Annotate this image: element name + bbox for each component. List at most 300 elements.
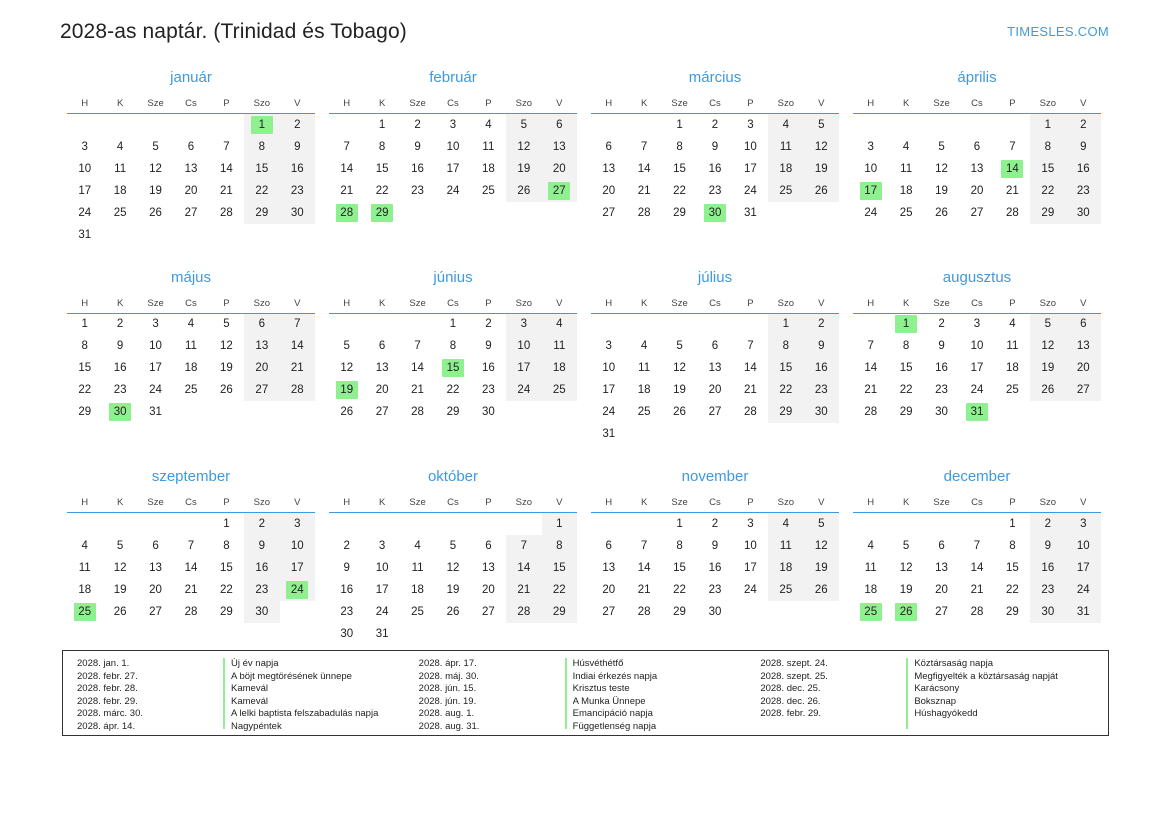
day-cell[interactable] (364, 623, 399, 645)
day-cell[interactable] (733, 136, 768, 158)
day-cell[interactable] (924, 335, 959, 357)
day-cell[interactable] (1030, 601, 1065, 623)
day-cell[interactable] (506, 557, 541, 579)
day-cell[interactable] (542, 513, 577, 535)
day-cell-holiday[interactable] (853, 601, 888, 623)
day-cell[interactable] (542, 557, 577, 579)
day-cell[interactable] (542, 136, 577, 158)
day-cell[interactable] (853, 557, 888, 579)
day-cell[interactable] (591, 535, 626, 557)
day-cell[interactable] (804, 114, 839, 136)
day-cell[interactable] (400, 180, 435, 202)
day-cell[interactable] (959, 313, 994, 335)
day-cell[interactable] (209, 158, 244, 180)
day-cell[interactable] (435, 401, 470, 423)
day-cell[interactable] (138, 535, 173, 557)
day-cell[interactable] (888, 357, 923, 379)
day-cell[interactable] (1030, 513, 1065, 535)
day-cell[interactable] (1066, 158, 1101, 180)
day-cell[interactable] (853, 401, 888, 423)
day-cell[interactable] (280, 136, 315, 158)
day-cell-holiday[interactable] (435, 357, 470, 379)
day-cell[interactable] (888, 335, 923, 357)
day-cell[interactable] (662, 335, 697, 357)
day-cell[interactable] (173, 557, 208, 579)
day-cell[interactable] (888, 158, 923, 180)
day-cell[interactable] (924, 535, 959, 557)
day-cell[interactable] (924, 357, 959, 379)
day-cell-holiday[interactable] (853, 180, 888, 202)
day-cell[interactable] (400, 357, 435, 379)
day-cell[interactable] (435, 535, 470, 557)
day-cell[interactable] (67, 401, 102, 423)
day-cell[interactable] (506, 379, 541, 401)
day-cell[interactable] (995, 601, 1030, 623)
day-cell-holiday[interactable] (542, 180, 577, 202)
day-cell[interactable] (1066, 114, 1101, 136)
day-cell[interactable] (959, 557, 994, 579)
day-cell[interactable] (995, 579, 1030, 601)
day-cell[interactable] (959, 202, 994, 224)
day-cell[interactable] (697, 535, 732, 557)
day-cell[interactable] (853, 136, 888, 158)
day-cell[interactable] (364, 335, 399, 357)
day-cell[interactable] (733, 513, 768, 535)
day-cell[interactable] (591, 335, 626, 357)
day-cell[interactable] (591, 180, 626, 202)
day-cell[interactable] (591, 357, 626, 379)
day-cell[interactable] (626, 335, 661, 357)
day-cell[interactable] (400, 401, 435, 423)
day-cell[interactable] (102, 379, 137, 401)
day-cell[interactable] (1030, 158, 1065, 180)
day-cell[interactable] (506, 136, 541, 158)
day-cell[interactable] (67, 335, 102, 357)
day-cell[interactable] (662, 579, 697, 601)
day-cell[interactable] (733, 579, 768, 601)
day-cell[interactable] (888, 379, 923, 401)
day-cell[interactable] (804, 401, 839, 423)
day-cell[interactable] (626, 357, 661, 379)
day-cell[interactable] (244, 136, 279, 158)
day-cell[interactable] (435, 158, 470, 180)
day-cell[interactable] (888, 401, 923, 423)
day-cell[interactable] (959, 136, 994, 158)
day-cell-holiday[interactable] (697, 202, 732, 224)
day-cell[interactable] (733, 535, 768, 557)
day-cell[interactable] (697, 557, 732, 579)
day-cell[interactable] (209, 601, 244, 623)
day-cell[interactable] (662, 202, 697, 224)
day-cell[interactable] (244, 557, 279, 579)
day-cell[interactable] (209, 202, 244, 224)
day-cell[interactable] (853, 158, 888, 180)
day-cell[interactable] (626, 136, 661, 158)
day-cell-holiday[interactable] (995, 158, 1030, 180)
day-cell[interactable] (138, 158, 173, 180)
day-cell[interactable] (591, 202, 626, 224)
day-cell[interactable] (733, 401, 768, 423)
day-cell[interactable] (768, 335, 803, 357)
day-cell[interactable] (959, 335, 994, 357)
day-cell[interactable] (329, 579, 364, 601)
day-cell[interactable] (329, 335, 364, 357)
day-cell[interactable] (506, 114, 541, 136)
day-cell[interactable] (888, 202, 923, 224)
day-cell[interactable] (364, 557, 399, 579)
day-cell[interactable] (768, 401, 803, 423)
day-cell[interactable] (924, 557, 959, 579)
day-cell[interactable] (1066, 601, 1101, 623)
day-cell[interactable] (102, 202, 137, 224)
day-cell[interactable] (244, 579, 279, 601)
day-cell[interactable] (435, 180, 470, 202)
site-brand[interactable]: TIMESLES.COM (1007, 24, 1109, 39)
day-cell[interactable] (209, 357, 244, 379)
day-cell[interactable] (471, 313, 506, 335)
day-cell[interactable] (1066, 180, 1101, 202)
day-cell[interactable] (173, 313, 208, 335)
day-cell[interactable] (329, 401, 364, 423)
day-cell[interactable] (435, 379, 470, 401)
day-cell[interactable] (506, 335, 541, 357)
day-cell[interactable] (209, 313, 244, 335)
day-cell[interactable] (329, 357, 364, 379)
day-cell[interactable] (662, 401, 697, 423)
day-cell[interactable] (662, 601, 697, 623)
day-cell[interactable] (244, 335, 279, 357)
day-cell[interactable] (209, 579, 244, 601)
day-cell[interactable] (400, 557, 435, 579)
day-cell[interactable] (471, 335, 506, 357)
day-cell[interactable] (1030, 313, 1065, 335)
day-cell[interactable] (138, 335, 173, 357)
day-cell[interactable] (888, 535, 923, 557)
day-cell[interactable] (1066, 202, 1101, 224)
day-cell[interactable] (244, 513, 279, 535)
day-cell[interactable] (768, 136, 803, 158)
day-cell[interactable] (506, 313, 541, 335)
day-cell[interactable] (1030, 579, 1065, 601)
day-cell[interactable] (804, 335, 839, 357)
day-cell[interactable] (364, 401, 399, 423)
day-cell[interactable] (471, 114, 506, 136)
day-cell[interactable] (888, 579, 923, 601)
day-cell[interactable] (959, 357, 994, 379)
day-cell[interactable] (280, 114, 315, 136)
day-cell[interactable] (1030, 535, 1065, 557)
day-cell[interactable] (995, 202, 1030, 224)
day-cell[interactable] (662, 557, 697, 579)
day-cell[interactable] (435, 579, 470, 601)
day-cell[interactable] (733, 335, 768, 357)
day-cell[interactable] (67, 357, 102, 379)
day-cell[interactable] (506, 579, 541, 601)
day-cell[interactable] (733, 357, 768, 379)
day-cell[interactable] (959, 601, 994, 623)
day-cell[interactable] (173, 202, 208, 224)
day-cell[interactable] (102, 601, 137, 623)
day-cell[interactable] (173, 158, 208, 180)
day-cell[interactable] (1066, 136, 1101, 158)
day-cell[interactable] (173, 601, 208, 623)
day-cell[interactable] (626, 379, 661, 401)
day-cell[interactable] (435, 335, 470, 357)
day-cell[interactable] (853, 202, 888, 224)
day-cell[interactable] (329, 535, 364, 557)
day-cell[interactable] (733, 114, 768, 136)
day-cell[interactable] (804, 535, 839, 557)
day-cell[interactable] (888, 180, 923, 202)
day-cell[interactable] (542, 114, 577, 136)
day-cell[interactable] (959, 158, 994, 180)
day-cell[interactable] (102, 180, 137, 202)
day-cell[interactable] (591, 158, 626, 180)
day-cell[interactable] (662, 357, 697, 379)
day-cell[interactable] (591, 379, 626, 401)
day-cell[interactable] (542, 335, 577, 357)
day-cell[interactable] (435, 601, 470, 623)
day-cell[interactable] (1066, 379, 1101, 401)
day-cell[interactable] (697, 158, 732, 180)
day-cell[interactable] (697, 579, 732, 601)
day-cell[interactable] (209, 180, 244, 202)
day-cell[interactable] (662, 158, 697, 180)
day-cell[interactable] (244, 601, 279, 623)
day-cell[interactable] (542, 535, 577, 557)
day-cell[interactable] (1030, 114, 1065, 136)
day-cell[interactable] (435, 557, 470, 579)
day-cell[interactable] (924, 579, 959, 601)
day-cell[interactable] (768, 114, 803, 136)
day-cell[interactable] (506, 601, 541, 623)
day-cell[interactable] (626, 557, 661, 579)
day-cell[interactable] (471, 579, 506, 601)
day-cell[interactable] (329, 158, 364, 180)
day-cell[interactable] (364, 379, 399, 401)
day-cell[interactable] (591, 136, 626, 158)
day-cell[interactable] (662, 136, 697, 158)
day-cell[interactable] (400, 158, 435, 180)
day-cell-holiday[interactable] (888, 601, 923, 623)
day-cell[interactable] (1030, 136, 1065, 158)
day-cell[interactable] (995, 313, 1030, 335)
day-cell[interactable] (853, 357, 888, 379)
day-cell[interactable] (173, 379, 208, 401)
day-cell-holiday[interactable] (329, 379, 364, 401)
day-cell[interactable] (768, 180, 803, 202)
day-cell[interactable] (697, 513, 732, 535)
day-cell[interactable] (924, 379, 959, 401)
day-cell[interactable] (471, 136, 506, 158)
day-cell[interactable] (364, 158, 399, 180)
day-cell[interactable] (173, 180, 208, 202)
day-cell[interactable] (67, 224, 102, 246)
day-cell[interactable] (768, 535, 803, 557)
day-cell[interactable] (542, 313, 577, 335)
day-cell[interactable] (662, 180, 697, 202)
day-cell[interactable] (804, 136, 839, 158)
day-cell-holiday[interactable] (67, 601, 102, 623)
day-cell[interactable] (173, 335, 208, 357)
day-cell[interactable] (924, 401, 959, 423)
day-cell[interactable] (280, 202, 315, 224)
day-cell[interactable] (244, 180, 279, 202)
day-cell[interactable] (804, 513, 839, 535)
day-cell[interactable] (209, 513, 244, 535)
day-cell[interactable] (280, 313, 315, 335)
day-cell[interactable] (995, 557, 1030, 579)
day-cell[interactable] (626, 601, 661, 623)
day-cell[interactable] (591, 401, 626, 423)
day-cell[interactable] (138, 379, 173, 401)
day-cell[interactable] (626, 579, 661, 601)
day-cell[interactable] (626, 180, 661, 202)
day-cell-holiday[interactable] (244, 114, 279, 136)
day-cell[interactable] (67, 158, 102, 180)
day-cell[interactable] (67, 313, 102, 335)
day-cell[interactable] (435, 313, 470, 335)
day-cell[interactable] (400, 579, 435, 601)
day-cell[interactable] (959, 579, 994, 601)
day-cell[interactable] (662, 114, 697, 136)
day-cell[interactable] (244, 357, 279, 379)
day-cell[interactable] (280, 335, 315, 357)
day-cell[interactable] (768, 313, 803, 335)
day-cell[interactable] (959, 535, 994, 557)
day-cell[interactable] (1030, 335, 1065, 357)
day-cell[interactable] (626, 401, 661, 423)
day-cell[interactable] (888, 136, 923, 158)
day-cell-holiday[interactable] (280, 579, 315, 601)
day-cell[interactable] (280, 513, 315, 535)
day-cell[interactable] (591, 579, 626, 601)
day-cell[interactable] (280, 535, 315, 557)
day-cell[interactable] (138, 180, 173, 202)
day-cell[interactable] (102, 335, 137, 357)
day-cell[interactable] (102, 357, 137, 379)
day-cell[interactable] (959, 180, 994, 202)
day-cell[interactable] (102, 313, 137, 335)
day-cell[interactable] (329, 557, 364, 579)
day-cell[interactable] (102, 158, 137, 180)
day-cell[interactable] (995, 136, 1030, 158)
day-cell[interactable] (400, 335, 435, 357)
day-cell[interactable] (280, 379, 315, 401)
day-cell[interactable] (1066, 357, 1101, 379)
day-cell[interactable] (471, 601, 506, 623)
day-cell[interactable] (542, 601, 577, 623)
day-cell[interactable] (768, 357, 803, 379)
day-cell[interactable] (853, 379, 888, 401)
day-cell[interactable] (697, 401, 732, 423)
day-cell[interactable] (329, 180, 364, 202)
day-cell[interactable] (102, 557, 137, 579)
day-cell[interactable] (733, 557, 768, 579)
day-cell[interactable] (329, 623, 364, 645)
day-cell[interactable] (67, 136, 102, 158)
day-cell[interactable] (364, 114, 399, 136)
day-cell[interactable] (506, 158, 541, 180)
day-cell[interactable] (733, 379, 768, 401)
day-cell[interactable] (102, 579, 137, 601)
day-cell[interactable] (804, 579, 839, 601)
day-cell[interactable] (209, 335, 244, 357)
day-cell[interactable] (924, 180, 959, 202)
day-cell[interactable] (173, 136, 208, 158)
day-cell[interactable] (697, 114, 732, 136)
day-cell[interactable] (995, 357, 1030, 379)
day-cell[interactable] (733, 202, 768, 224)
day-cell[interactable] (506, 180, 541, 202)
day-cell[interactable] (471, 357, 506, 379)
day-cell[interactable] (280, 158, 315, 180)
day-cell-holiday[interactable] (888, 313, 923, 335)
day-cell[interactable] (209, 136, 244, 158)
day-cell[interactable] (209, 557, 244, 579)
day-cell[interactable] (853, 535, 888, 557)
day-cell[interactable] (1066, 535, 1101, 557)
day-cell[interactable] (435, 136, 470, 158)
day-cell[interactable] (1066, 335, 1101, 357)
day-cell[interactable] (768, 379, 803, 401)
day-cell[interactable] (244, 379, 279, 401)
day-cell[interactable] (102, 535, 137, 557)
day-cell[interactable] (173, 357, 208, 379)
day-cell[interactable] (400, 114, 435, 136)
day-cell[interactable] (471, 557, 506, 579)
day-cell[interactable] (138, 313, 173, 335)
day-cell[interactable] (400, 379, 435, 401)
day-cell[interactable] (591, 557, 626, 579)
day-cell[interactable] (542, 357, 577, 379)
day-cell[interactable] (67, 579, 102, 601)
day-cell[interactable] (626, 202, 661, 224)
day-cell[interactable] (924, 158, 959, 180)
day-cell[interactable] (1030, 180, 1065, 202)
day-cell[interactable] (67, 202, 102, 224)
day-cell[interactable] (1066, 313, 1101, 335)
day-cell[interactable] (506, 535, 541, 557)
day-cell[interactable] (1030, 379, 1065, 401)
day-cell[interactable] (697, 180, 732, 202)
day-cell[interactable] (888, 557, 923, 579)
day-cell[interactable] (804, 180, 839, 202)
day-cell[interactable] (768, 513, 803, 535)
day-cell[interactable] (67, 379, 102, 401)
day-cell[interactable] (697, 136, 732, 158)
day-cell[interactable] (591, 601, 626, 623)
day-cell[interactable] (1066, 579, 1101, 601)
day-cell[interactable] (995, 180, 1030, 202)
day-cell[interactable] (329, 136, 364, 158)
day-cell[interactable] (364, 136, 399, 158)
day-cell[interactable] (995, 535, 1030, 557)
day-cell[interactable] (244, 158, 279, 180)
day-cell[interactable] (471, 158, 506, 180)
day-cell[interactable] (853, 579, 888, 601)
day-cell[interactable] (209, 535, 244, 557)
day-cell[interactable] (364, 579, 399, 601)
day-cell[interactable] (364, 357, 399, 379)
day-cell[interactable] (733, 180, 768, 202)
day-cell[interactable] (244, 535, 279, 557)
day-cell[interactable] (804, 379, 839, 401)
day-cell[interactable] (400, 535, 435, 557)
day-cell[interactable] (924, 202, 959, 224)
day-cell[interactable] (1030, 202, 1065, 224)
day-cell[interactable] (138, 401, 173, 423)
